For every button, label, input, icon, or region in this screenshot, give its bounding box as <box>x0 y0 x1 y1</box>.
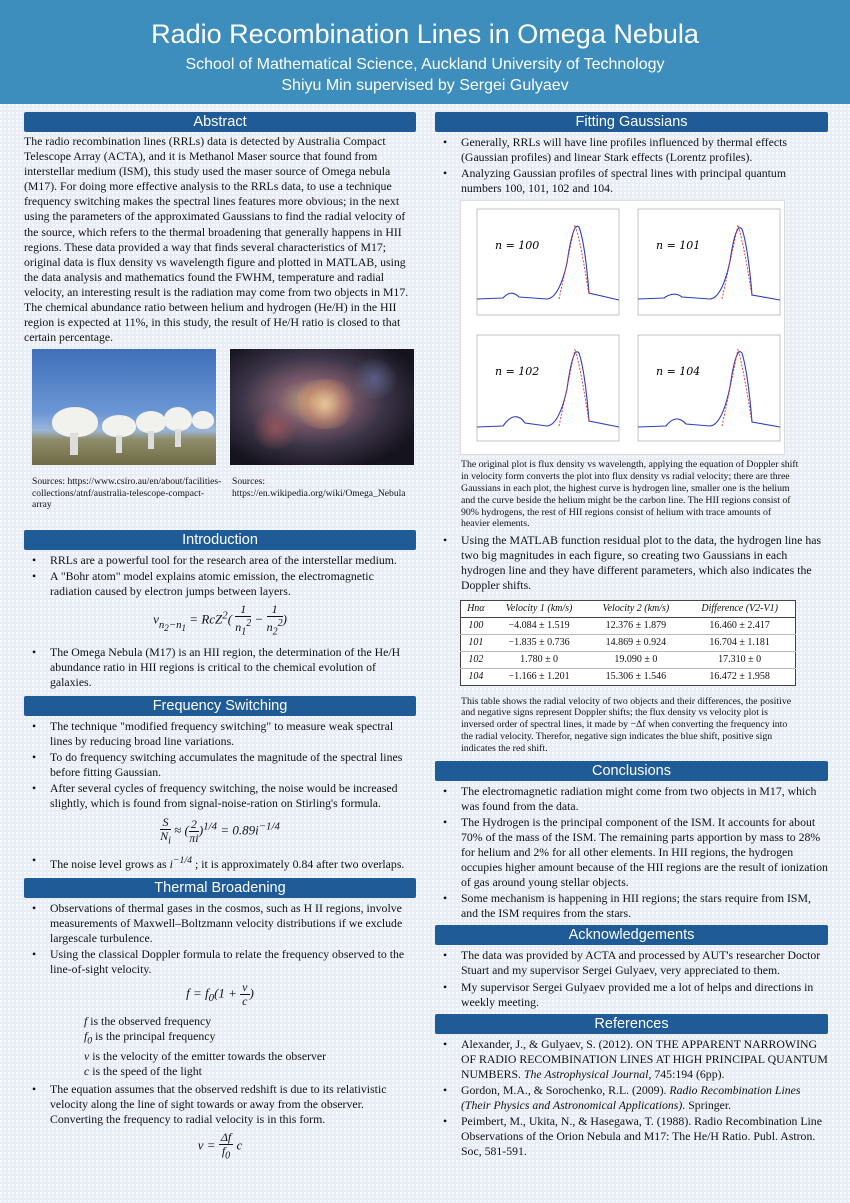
conclusion-item: • The Hydrogen is the principal component of the ISM. It accounts for about 70% of the mass of the ISM. The remaining parts apportion by mass to 28% for helium and 2% for all other elements. In HII regions, the hydrogen occupies higher amount because of the HII regions are the result of ionization of gas around young stellar objects. <box>435 815 828 890</box>
poster-school: School of Mathematical Science, Auckland University of Technology <box>185 56 665 73</box>
references-heading: References <box>435 1014 828 1034</box>
intro-item: • The Omega Nebula (M17) is an HII region, the determination of the He/H abundance ratio in HII regions is critical to the chemical evolution of galaxies. <box>24 645 416 690</box>
plot-label: n = 102 <box>495 365 540 379</box>
fitting-item: • Generally, RRLs will have line profiles influenced by thermal effects (Gaussian profiles) and linear Stark effects (Lorentz profiles). <box>435 135 828 165</box>
thermal-broadening-heading: Thermal Broadening <box>24 878 416 898</box>
plot-n101 <box>624 203 784 327</box>
thermal-item: • The equation assumes that the observed redshift is due to its relativistic velocity along the line of sight towards or away from the observer. Converting the frequency to radial velocity is in this form. <box>24 1082 416 1127</box>
ack-item: • My supervisor Sergei Gulyaev provided me a lot of helps and directions in weekly meeting. <box>435 980 828 1010</box>
plot-n102 <box>463 329 623 453</box>
poster-header <box>0 0 850 104</box>
intro-item: • A "Bohr atom" model explains atomic emission, the electromagnetic radiation caused by electron jumps between layers. <box>24 569 416 599</box>
fitting-gaussians-heading: Fitting Gaussians <box>435 112 828 132</box>
left-column <box>24 112 416 469</box>
table-row: 100 −4.084 ± 1.519 12.376 ± 1.879 16.460 ± 2.417 <box>461 617 796 634</box>
left-column-lower <box>24 530 416 1168</box>
photo-row <box>24 349 416 469</box>
freq-item-noise: • The noise level grows as $i^{-1/4}$ ; it is approximately 0.84 after two overlaps. <box>24 853 416 872</box>
reference-item: • Alexander, J., & Gulyaev, S. (2012). ON THE APPARENT NARROWING OF RADIO RECOMBINATION LINES AT HIGH PRINCIPAL QUANTUM NUMBERS. The Astrophysical Journal, 745:194 (6pp). <box>435 1037 828 1082</box>
col-header: Difference (V2-V1) <box>684 600 795 617</box>
freq-item: • To do frequency switching accumulates the magnitude of the spectral lines before fitting Gaussian. <box>24 750 416 780</box>
snr-equation: $\frac{S}{N_i}$ ≈ ( $\frac{2}{\pi i}$ )$^{1/4} = 0.89i^{-1/4}$ <box>160 814 280 846</box>
var-c: c is the speed of the light <box>84 1063 202 1078</box>
conclusions-heading: Conclusions <box>435 761 828 781</box>
source-telescope: Sources: https://www.csiro.au/en/about/facilities-collections/atnf/australia-telescope-compact-array <box>32 476 222 510</box>
fitting-item: • Analyzing Gaussian profiles of spectral lines with principal quantum numbers 100, 101, 102 and 104. <box>435 166 828 196</box>
gaussian-plots <box>460 200 785 455</box>
reference-item: • Gordon, M.A., & Sorochenko, R.L. (2009). Radio Recombination Lines (Their Physics and Astronomical Applications). Springer. <box>435 1083 828 1113</box>
table-row: 101 −1.835 ± 0.736 14.869 ± 0.924 16.704 ± 1.181 <box>461 634 796 651</box>
plots-caption: The original plot is flux density vs wavelength, applying the equation of Doppler shift in velocity form converts the plot into flux density vs radial velocity; there are three Gaussians in each plot, the highest curve is hydrogen line, smaller one is the helium and the curve beside the helium might be the carbon line. The HII regions consist of 90% hydrogens, the rest of HII regions consist of helium with trace amounts of heavier elements. <box>461 459 799 530</box>
var-v: v is the velocity of the emitter towards the observer <box>84 1048 327 1063</box>
col-header: Velocity 2 (km/s) <box>588 600 685 617</box>
poster-author: Shiyu Min supervised by Sergei Gulyaev <box>281 77 569 94</box>
table-row: 102 1.780 ± 0 19.090 ± 0 17.310 ± 0 <box>461 651 796 668</box>
plot-label: n = 100 <box>495 239 540 253</box>
var-f: f is the observed frequency <box>84 1014 212 1029</box>
abstract-heading: Abstract <box>24 112 416 132</box>
conclusion-item: • The electromagnetic radiation might come from two objects in M17, which was found from the data. <box>435 784 828 814</box>
omega-nebula-image <box>230 349 414 465</box>
doppler-equation: $f = f_0(1$ + $\frac{v}{c}$ ) <box>186 980 254 1009</box>
velocity-table <box>460 600 796 686</box>
velocity-equation: v = $\frac{\Delta f}{f_0}$ c <box>197 1130 243 1162</box>
intro-item: • RRLs are a powerful tool for the research area of the interstellar medium. <box>24 553 416 568</box>
abstract-text: The radio recombination lines (RRLs) data is detected by Australia Compact Telescope Array (ACTA), and it is Methanol Maser source that found from interstellar medium (ISM), this study used the maser source of Omega nebula (M17). For doing more effective analysis to the RRLs data, to use a technique frequency switching makes the spectral lines features more obvious; in the next using the parameters of the approximated Gaussians to find the radial velocity of the source, which refers to the thermal broadening that generally happens in HII regions. These data provided a way that finds several characteristics of M17; original data is flux density vs wavelength figure and plotted in MATLAB, using the data analysis and mathematics found the FWHM, temperature and radial velocity, an interesting result is the radiation may come from two objects in M17. The chemical abundance ratio between helium and hydrogen (He/H) in the HII region is expected at 11%, in this study, the result of He/H ratio is closed to that certain percentage. <box>24 134 409 345</box>
table-caption: This table shows the radial velocity of two objects and their differences, the positive and negative signs represent Doppler shifts; the flux density vs velocity plot is inversed order of spectral lines, it made by −Δf when converting the frequency into the radial velocity. Therefor, negative sign indicates the blue shift, positive sign indicates the red shift. <box>461 695 792 754</box>
conclusion-item: • Some mechanism is happening in HII regions; the stars require from ISM, and the ISM requires from the stars. <box>435 891 828 921</box>
plot-n104 <box>624 329 784 453</box>
table-row: 104 −1.166 ± 1.201 15.306 ± 1.546 16.472 ± 1.958 <box>461 668 796 685</box>
source-nebula: Sources: https://en.wikipedia.org/wiki/Omega_Nebula <box>232 476 406 499</box>
fitting-item: • Using the MATLAB function residual plot to the data, the hydrogen line has two big magnitudes in each figure, so creating two Gaussians in each hydrogen line and they have different parameters, which also indicates the Doppler shifts. <box>435 533 828 593</box>
telescope-array-image <box>32 349 216 465</box>
plot-label: n = 104 <box>656 365 701 379</box>
introduction-heading: Introduction <box>24 530 416 550</box>
thermal-item: • Using the classical Doppler formula to relate the frequency observed to the line-of-sight velocity. <box>24 947 416 977</box>
table-header-row <box>461 600 796 617</box>
right-column <box>435 112 828 1160</box>
ack-item: • The data was provided by ACTA and processed by AUT's researcher Doctor Stuart and my supervisor Sergei Gulyaev, very appreciated to them. <box>435 948 828 978</box>
col-header: Hnα <box>461 600 491 617</box>
freq-item: • The technique "modified frequency switching" to measure weak spectral lines by reducing broad line variations. <box>24 719 416 749</box>
freq-item: • After several cycles of frequency switching, the noise would be increased slightly, which is found from signal-noise-ration on Stirling's formula. <box>24 781 416 811</box>
thermal-item: • Observations of thermal gases in the cosmos, such as H II regions, involve measurements of Maxwell–Boltzmann velocity distributions if we exclude largescale turbulence. <box>24 901 416 946</box>
plot-label: n = 101 <box>656 239 701 253</box>
acknowledgements-heading: Acknowledgements <box>435 925 828 945</box>
var-f0: $f_0$ is the principal frequency <box>84 1029 216 1047</box>
plot-n100 <box>463 203 623 327</box>
poster-title: Radio Recombination Lines in Omega Nebula <box>151 19 699 49</box>
col-header: Velocity 1 (km/s) <box>491 600 588 617</box>
variable-list <box>84 1014 416 1078</box>
bohr-equation: $\nu_{n_2-n_1} = RcZ^2$( $\frac{1}{n_1^2}$ − $\frac{1}{n_2^2}$ ) <box>153 602 287 638</box>
reference-item: • Peimbert, M., Ukita, N., & Hasegawa, T. (1988). Radio Recombination Line Observations of the Orion Nebula and M17: The He/H Ratio. Publ. Astron. Soc, 581-591. <box>435 1114 828 1159</box>
frequency-switching-heading: Frequency Switching <box>24 696 416 716</box>
